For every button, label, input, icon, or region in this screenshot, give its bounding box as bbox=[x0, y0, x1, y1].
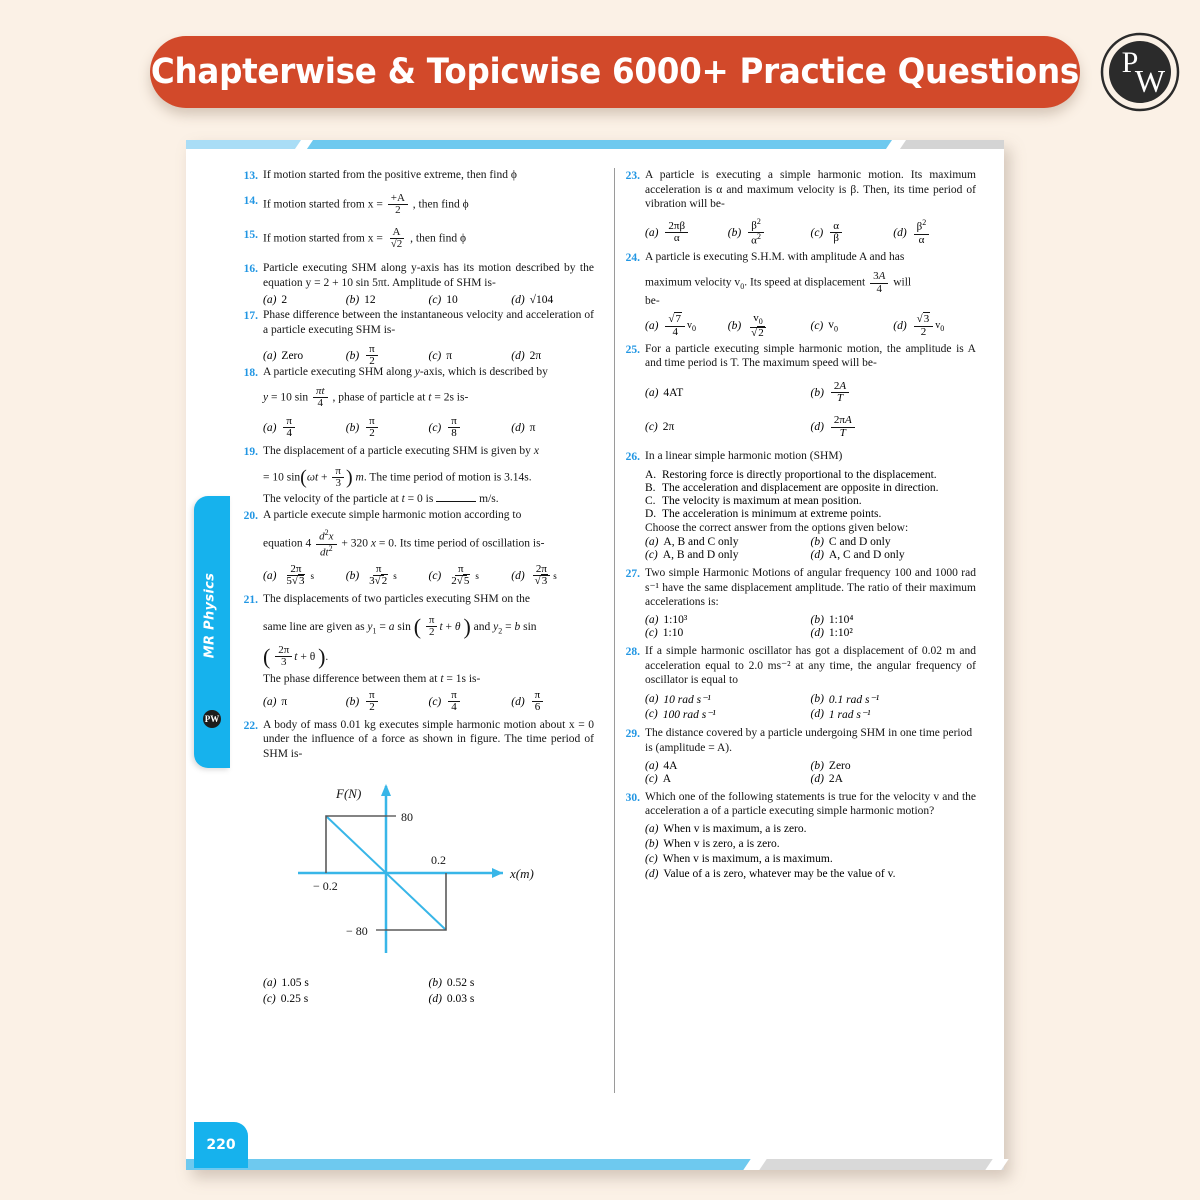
question-formula: y = 10 sin $\frac{\pi t}{4}$ , phase of particle at t = 2s is- bbox=[263, 384, 469, 410]
option-text: 1.05 s bbox=[281, 976, 309, 989]
option-label: (b) bbox=[727, 320, 742, 333]
graph-ytick-neg: − 80 bbox=[346, 923, 368, 938]
option-text: 1:10 bbox=[662, 627, 684, 639]
question-text bbox=[263, 193, 594, 217]
question-item bbox=[238, 444, 594, 460]
question-item bbox=[620, 250, 976, 266]
question-item bbox=[620, 726, 976, 755]
option[interactable] bbox=[511, 690, 594, 714]
option[interactable] bbox=[645, 707, 811, 721]
fraction-numerator: A bbox=[390, 227, 404, 240]
option-text: A, B and D only bbox=[662, 548, 739, 561]
option-label: (c) bbox=[263, 992, 276, 1005]
question-text: If motion started from the positive extreme, then find ϕ bbox=[263, 169, 517, 181]
question-text: Two simple Harmonic Motions of angular frequency 100 and 1000 rad s⁻¹ have the same displacement amplitude. The ratio of their maximum accelerations is: bbox=[645, 566, 976, 609]
option-label: (b) bbox=[345, 421, 360, 434]
option-label: (a) bbox=[645, 535, 659, 548]
option[interactable] bbox=[893, 218, 976, 247]
question-number: 24. bbox=[625, 251, 640, 264]
option-text: Value of a is zero, whatever may be the value of v. bbox=[663, 868, 896, 881]
question-text-before: If motion started from x = bbox=[263, 232, 383, 245]
option[interactable] bbox=[811, 549, 977, 561]
question-number: 20. bbox=[243, 509, 258, 522]
option[interactable] bbox=[429, 416, 512, 440]
question-text-after: , then find ϕ bbox=[410, 232, 467, 245]
option[interactable] bbox=[645, 773, 811, 785]
option-text: 2π bbox=[662, 421, 675, 434]
option-label: (c) bbox=[428, 294, 442, 307]
question-number: 23. bbox=[625, 170, 640, 182]
question-formula: equation 4 $\frac{d^2x}{dt^2}$ + 320 x = 0. Its time period of oscillation is- bbox=[263, 528, 545, 559]
option-text: 2A bbox=[828, 772, 843, 785]
question-number: 30. bbox=[625, 791, 640, 804]
option[interactable] bbox=[429, 993, 595, 1005]
fraction: $\frac{\pi}{2}$ bbox=[366, 690, 378, 714]
fraction: $\frac{\pi}{2}$ bbox=[426, 615, 438, 639]
banner-pill bbox=[150, 36, 1080, 108]
question-text: If a simple harmonic oscillator has got a displacement of 0.02 m and acceleration equal to 2.0 ms⁻² at any time, the angular frequency of oscillator is equal to bbox=[645, 645, 976, 687]
options-row bbox=[645, 218, 976, 247]
fraction: $\frac{√7}{4}$ bbox=[665, 314, 685, 338]
option[interactable] bbox=[511, 294, 594, 306]
options-row bbox=[645, 760, 976, 786]
option-label: (b) bbox=[727, 226, 742, 239]
fraction: $\frac{2A}{T}$ bbox=[831, 381, 849, 405]
option[interactable] bbox=[645, 868, 976, 880]
question-formula: maximum velocity $v_0$. Its speed at displacement $\frac{3A}{4}$ will bbox=[645, 270, 912, 295]
option[interactable]: (c) $\frac{\pi}{2√5}$ s bbox=[428, 562, 479, 588]
question-text: A particle is executing a simple harmonic motion. Its maximum acceleration is α and maximum velocity is β. Then, its time period of vibration will be- bbox=[645, 169, 976, 211]
option-text: C and D only bbox=[828, 535, 891, 548]
graph-xtick-neg: − 0.2 bbox=[313, 878, 338, 893]
options-row bbox=[263, 416, 594, 440]
question-formula: same line are given as $y_1 = a$ sin ( $\frac{\pi}{2}$ t + θ ) and $y_2 = b$ sin bbox=[263, 613, 537, 639]
option-label: (b) bbox=[345, 695, 360, 708]
option-label: (a) bbox=[645, 226, 659, 239]
fraction: $\frac{2\pi\beta}{\alpha}$ bbox=[665, 221, 688, 245]
fraction: $\frac{\beta^2}{\alpha}$ bbox=[914, 219, 930, 246]
option-text: 10 rad s⁻¹ bbox=[663, 694, 711, 707]
question-formula: = 10 sin(ωt + $\frac{\pi}{3}$ ) m. The time period of motion is 3.14s. bbox=[263, 464, 532, 490]
option-text: 0.1 rad s⁻¹ bbox=[828, 694, 880, 707]
question-number: 18. bbox=[243, 366, 258, 379]
option-text: 1:10² bbox=[828, 627, 853, 639]
question-formula-2: The velocity of the particle at t = 0 is m/s. bbox=[263, 492, 499, 505]
question-text-after: , then find ϕ bbox=[412, 198, 469, 211]
bottom-band-gray bbox=[756, 1159, 1004, 1170]
option-label: (a) bbox=[645, 386, 659, 399]
option-label: (d) bbox=[893, 226, 907, 239]
question-item bbox=[238, 718, 594, 762]
statement-list bbox=[645, 469, 976, 520]
question-number: 28. bbox=[625, 646, 640, 658]
option[interactable] bbox=[728, 313, 811, 339]
page-number-tab bbox=[194, 1122, 248, 1168]
option-text: 0.25 s bbox=[280, 992, 309, 1005]
question-text: A particle executing SHM along y-axis, which is described by bbox=[263, 365, 548, 378]
svg-text:P: P bbox=[1121, 46, 1139, 79]
option-text: 1:10⁴ bbox=[828, 614, 854, 626]
fraction: $\frac{\pi}{8}$ bbox=[448, 416, 460, 440]
option[interactable] bbox=[429, 294, 512, 306]
option-text: 0.52 s bbox=[446, 976, 475, 989]
option-label: (a) bbox=[263, 976, 277, 989]
fraction: $\frac{\pi}{2}$ bbox=[366, 416, 378, 440]
option-text: 100 rad s⁻¹ bbox=[662, 709, 716, 722]
fraction: $\frac{\pi}{3√2}$ bbox=[369, 562, 388, 588]
question-number: 19. bbox=[243, 445, 258, 458]
banner-title: Chapterwise & Topicwise 6000+ Practice Questions bbox=[150, 52, 1080, 92]
option-label: (c) bbox=[428, 569, 442, 582]
option[interactable] bbox=[811, 415, 977, 439]
option[interactable] bbox=[645, 838, 976, 850]
top-band-gray bbox=[896, 140, 1004, 149]
option-label: (c) bbox=[428, 349, 442, 362]
fraction: $\frac{\pi}{4}$ bbox=[283, 416, 295, 440]
option-label: (d) bbox=[645, 868, 659, 881]
option-label: (c) bbox=[645, 772, 658, 785]
pw-logo-icon bbox=[1098, 30, 1182, 114]
question-number: 17. bbox=[243, 310, 258, 323]
option[interactable]: (c) $v_0$ bbox=[810, 319, 839, 334]
option-text: 4A bbox=[663, 759, 678, 772]
options-row bbox=[645, 381, 976, 449]
graph-ytick-pos: 80 bbox=[401, 809, 413, 824]
statement-item bbox=[645, 469, 976, 481]
fraction: $\frac{\pi}{3}$ bbox=[332, 466, 344, 490]
top-band-left bbox=[186, 140, 306, 149]
graph-xtick-pos: 0.2 bbox=[431, 852, 446, 867]
question-number: 15. bbox=[243, 228, 258, 241]
fraction: $\frac{2\pi}{√3}$ bbox=[532, 564, 552, 588]
option[interactable] bbox=[346, 294, 429, 306]
option-text: 12 bbox=[364, 294, 376, 307]
option[interactable] bbox=[645, 627, 811, 639]
question-number: 25. bbox=[625, 343, 640, 356]
page-number: 220 bbox=[206, 1137, 236, 1153]
question-text: A particle execute simple harmonic motion according to bbox=[263, 508, 522, 521]
option[interactable] bbox=[645, 692, 811, 706]
option-label: (b) bbox=[645, 838, 659, 851]
option-text: 4AT bbox=[663, 386, 684, 399]
question-text: In a linear simple harmonic motion (SHM) bbox=[645, 450, 843, 463]
option-label: (a) bbox=[645, 759, 659, 772]
fraction: $\frac{v_0}{√2}$ bbox=[751, 312, 764, 339]
statement-letter: B. bbox=[645, 481, 656, 494]
question-item bbox=[620, 790, 976, 819]
question-number: 29. bbox=[625, 728, 640, 741]
option-label: (b) bbox=[345, 349, 360, 362]
left-column bbox=[238, 168, 594, 1098]
question-text: A body of mass 0.01 kg executes simple harmonic motion about x = 0 under the influence of a force as shown in figure. The time period of SHM is- bbox=[263, 718, 594, 761]
fraction: $\frac{\pi t}{4}$ bbox=[313, 386, 328, 410]
option-text: When v is maximum, a is zero. bbox=[663, 823, 807, 836]
option[interactable] bbox=[811, 773, 977, 785]
fraction: $\frac{√3}{2}$ bbox=[914, 314, 934, 338]
option-label: (d) bbox=[810, 708, 824, 721]
fraction: $\frac{d^2x}{dt^2}$ bbox=[316, 529, 336, 558]
side-tab-pw-icon: PW bbox=[203, 710, 221, 728]
question-number: 13. bbox=[243, 170, 258, 182]
options-list bbox=[645, 823, 976, 880]
option-label: (a) bbox=[263, 695, 277, 708]
option-label: (d) bbox=[810, 627, 824, 639]
option-label: (a) bbox=[263, 569, 277, 582]
question-item bbox=[620, 449, 976, 465]
options-row bbox=[645, 692, 976, 722]
option[interactable] bbox=[511, 416, 594, 440]
option-text: When v is maximum, a is maximum. bbox=[662, 853, 833, 866]
option[interactable] bbox=[429, 690, 512, 714]
question-text: Phase difference between the instantaneous velocity and acceleration of a particle executing SHM is- bbox=[263, 309, 594, 337]
option-text: A, C and D only bbox=[828, 548, 905, 561]
header-banner bbox=[150, 36, 1080, 108]
option-label: (d) bbox=[810, 548, 824, 561]
option[interactable] bbox=[811, 218, 894, 247]
option[interactable] bbox=[811, 381, 977, 405]
option-label: (c) bbox=[810, 320, 824, 333]
option[interactable] bbox=[811, 536, 977, 548]
option[interactable] bbox=[346, 416, 429, 440]
fraction-numerator: +A bbox=[388, 193, 408, 206]
option-label: (a) bbox=[263, 294, 277, 307]
graph-ylabel: F(N) bbox=[336, 785, 362, 801]
fraction: $\frac{\pi}{6}$ bbox=[532, 690, 544, 714]
option-label: (c) bbox=[645, 548, 658, 561]
option-text: 1:10³ bbox=[663, 614, 688, 626]
statement-item bbox=[645, 495, 976, 507]
option-label: (b) bbox=[810, 759, 824, 772]
question-item bbox=[620, 566, 976, 610]
option-text: π bbox=[529, 421, 536, 434]
question-item bbox=[620, 644, 976, 688]
question-text: The displacements of two particles executing SHM on the bbox=[263, 592, 530, 605]
option-text: 2π bbox=[529, 349, 542, 362]
option[interactable]: (a) $\frac{2\pi}{5√3}$ s bbox=[263, 562, 314, 588]
option-label: (b) bbox=[810, 614, 824, 626]
question-item bbox=[620, 168, 976, 212]
question-number: 21. bbox=[243, 593, 258, 606]
option-label: (c) bbox=[645, 853, 658, 866]
option-text: π bbox=[446, 349, 453, 362]
question-item bbox=[238, 168, 594, 184]
option-label: (c) bbox=[810, 226, 824, 239]
question-text: A particle is executing S.H.M. with amplitude A and has bbox=[645, 250, 905, 263]
options-row bbox=[263, 294, 594, 306]
question-item bbox=[238, 261, 594, 290]
option[interactable]: (d) $\frac{√3}{2}$ $v_0$ bbox=[893, 313, 945, 338]
option[interactable] bbox=[645, 536, 811, 548]
option-label: (a) bbox=[645, 614, 659, 626]
statement-letter: D. bbox=[645, 507, 657, 520]
option-text: A bbox=[662, 772, 672, 785]
option-text: When v is zero, a is zero. bbox=[663, 838, 780, 851]
fraction: $\frac{\pi}{4}$ bbox=[448, 690, 460, 714]
question-number: 27. bbox=[625, 567, 640, 580]
option-label: (a) bbox=[263, 349, 277, 362]
option[interactable] bbox=[263, 993, 429, 1005]
question-text-before: If motion started from x = bbox=[263, 198, 383, 211]
option-text: √104 bbox=[529, 294, 554, 307]
options-row bbox=[263, 564, 594, 588]
question-text: The distance covered by a particle undergoing SHM in one time period is (amplitude = A). bbox=[645, 727, 973, 754]
statement-text: The acceleration and displacement are opposite in direction. bbox=[662, 481, 939, 494]
option-label: (b) bbox=[810, 535, 824, 548]
option[interactable] bbox=[263, 294, 346, 306]
option-label: (d) bbox=[428, 992, 442, 1005]
option-text: A, B and C only bbox=[663, 535, 739, 548]
force-displacement-graph bbox=[238, 768, 594, 973]
option[interactable] bbox=[811, 692, 977, 706]
option-label: (a) bbox=[263, 421, 277, 434]
answer-blank[interactable] bbox=[436, 501, 476, 502]
option-label: (c) bbox=[645, 421, 658, 434]
option-label: (d) bbox=[511, 695, 525, 708]
statement-letter: C. bbox=[645, 494, 656, 507]
option-label: (c) bbox=[428, 421, 442, 434]
question-item bbox=[238, 508, 594, 524]
option-label: (c) bbox=[428, 695, 442, 708]
option[interactable] bbox=[811, 707, 977, 721]
options-row bbox=[645, 536, 976, 562]
option-label: (c) bbox=[645, 708, 658, 721]
statement-item bbox=[645, 482, 976, 494]
question-text: Which one of the following statements is true for the velocity v and the acceleration a of a particle executing simple harmonic motion? bbox=[645, 790, 976, 818]
option[interactable] bbox=[645, 415, 811, 439]
option-label: (c) bbox=[645, 627, 658, 639]
fraction: $\frac{\pi}{2}$ bbox=[366, 344, 378, 368]
top-band-main bbox=[306, 140, 896, 149]
fraction-denominator: 2 bbox=[395, 204, 401, 217]
options-row bbox=[645, 313, 976, 339]
right-column bbox=[620, 168, 976, 1098]
option[interactable] bbox=[645, 853, 976, 865]
option-label: (d) bbox=[511, 294, 525, 307]
side-tab bbox=[194, 496, 230, 768]
question-prompt: Choose the correct answer from the options given below: bbox=[645, 521, 909, 534]
question-number: 16. bbox=[243, 262, 258, 275]
option-text: 0.03 s bbox=[446, 992, 475, 1005]
question-item bbox=[238, 592, 594, 608]
option-label: (a) bbox=[645, 693, 659, 706]
question-number: 14. bbox=[243, 194, 258, 207]
question-formula-3: The phase difference between them at t = 1s is- bbox=[263, 672, 481, 685]
option-label: (b) bbox=[345, 569, 360, 582]
option-label: (d) bbox=[511, 349, 525, 362]
option-label: (b) bbox=[810, 386, 824, 399]
question-item bbox=[620, 342, 976, 371]
option-text: π bbox=[281, 695, 288, 708]
question-item bbox=[238, 308, 594, 337]
option-label: (d) bbox=[511, 421, 525, 434]
option[interactable] bbox=[263, 977, 429, 989]
option-text: Zero bbox=[281, 349, 304, 362]
option-text: Zero bbox=[828, 759, 851, 772]
fraction bbox=[388, 227, 406, 251]
option[interactable] bbox=[811, 760, 977, 772]
option-text: 10 bbox=[446, 294, 458, 307]
option[interactable] bbox=[645, 823, 976, 835]
fraction-denominator: √2 bbox=[390, 238, 403, 251]
question-item bbox=[238, 227, 594, 251]
option[interactable] bbox=[811, 614, 977, 626]
option-text: 1 rad s⁻¹ bbox=[828, 709, 871, 722]
option[interactable]: (b) $\frac{\pi}{3√2}$ s bbox=[345, 562, 397, 588]
fraction: $\frac{\pi}{2√5}$ bbox=[451, 562, 470, 588]
svg-text:W: W bbox=[1134, 63, 1166, 99]
bottom-band-blue bbox=[186, 1159, 756, 1170]
option[interactable] bbox=[263, 416, 346, 440]
question-formula-2: ( $\frac{2\pi}{3}$ t + θ ). bbox=[263, 643, 329, 669]
option[interactable] bbox=[645, 614, 811, 626]
options-row bbox=[263, 690, 594, 714]
question-text: For a particle executing simple harmonic motion, the amplitude is A and time period is T. The maximum speed will be- bbox=[645, 342, 976, 370]
option-text: 2 bbox=[281, 294, 288, 307]
question-number: 22. bbox=[243, 719, 258, 732]
question-text: The displacement of a particle executing SHM is given by x bbox=[263, 444, 539, 457]
option-label: (b) bbox=[345, 294, 360, 307]
fraction: $\frac{2\pi}{5√3}$ bbox=[286, 562, 305, 588]
option[interactable] bbox=[728, 218, 811, 247]
statement-item bbox=[645, 508, 976, 520]
option-label: (d) bbox=[893, 320, 907, 333]
option[interactable] bbox=[429, 977, 595, 989]
fraction: $\frac{2\pi}{3}$ bbox=[275, 645, 292, 669]
option[interactable] bbox=[645, 549, 811, 561]
fraction: $\frac{3A}{4}$ bbox=[870, 271, 888, 295]
graph-xlabel: x(m) bbox=[510, 865, 534, 881]
question-text: Particle executing SHM along y-axis has its motion described by the equation y = 2 + 10 sin 5πt. Amplitude of SHM is- bbox=[263, 261, 594, 289]
option-label: (a) bbox=[645, 823, 659, 836]
option[interactable] bbox=[645, 381, 811, 405]
option-label: (d) bbox=[810, 421, 824, 434]
option[interactable] bbox=[811, 627, 977, 639]
side-tab-label: MR Physics bbox=[202, 572, 218, 659]
option-label: (a) bbox=[645, 320, 659, 333]
options-row bbox=[645, 614, 976, 640]
option[interactable] bbox=[645, 218, 728, 247]
statement-text: The acceleration is minimum at extreme points. bbox=[662, 507, 882, 520]
question-item bbox=[238, 193, 594, 217]
option[interactable] bbox=[645, 760, 811, 772]
statement-text: The velocity is maximum at mean position. bbox=[662, 494, 862, 507]
option[interactable]: (d) $\frac{2\pi}{√3}$ s bbox=[511, 562, 557, 588]
option[interactable] bbox=[263, 690, 346, 714]
question-number: 26. bbox=[625, 451, 640, 464]
statement-letter: A. bbox=[645, 468, 657, 481]
statement-text: Restoring force is directly proportional to the displacement. bbox=[662, 468, 937, 481]
fraction: $\frac{2\pi A}{T}$ bbox=[831, 415, 855, 439]
options-row bbox=[263, 977, 594, 1009]
option[interactable] bbox=[346, 690, 429, 714]
option[interactable]: (a) $\frac{√7}{4}$ $v_0$ bbox=[645, 313, 696, 338]
question-item bbox=[238, 365, 594, 381]
fraction: $\frac{\alpha}{\beta}$ bbox=[830, 221, 842, 245]
fraction bbox=[388, 193, 408, 217]
fraction: $\frac{\beta^2}{\alpha^2}$ bbox=[748, 218, 764, 247]
question-text bbox=[263, 227, 594, 251]
option-label: (b) bbox=[428, 976, 442, 989]
question-formula-2: be- bbox=[645, 295, 660, 308]
option-label: (d) bbox=[511, 569, 525, 582]
option-label: (d) bbox=[810, 772, 824, 785]
option-label: (b) bbox=[810, 693, 824, 706]
